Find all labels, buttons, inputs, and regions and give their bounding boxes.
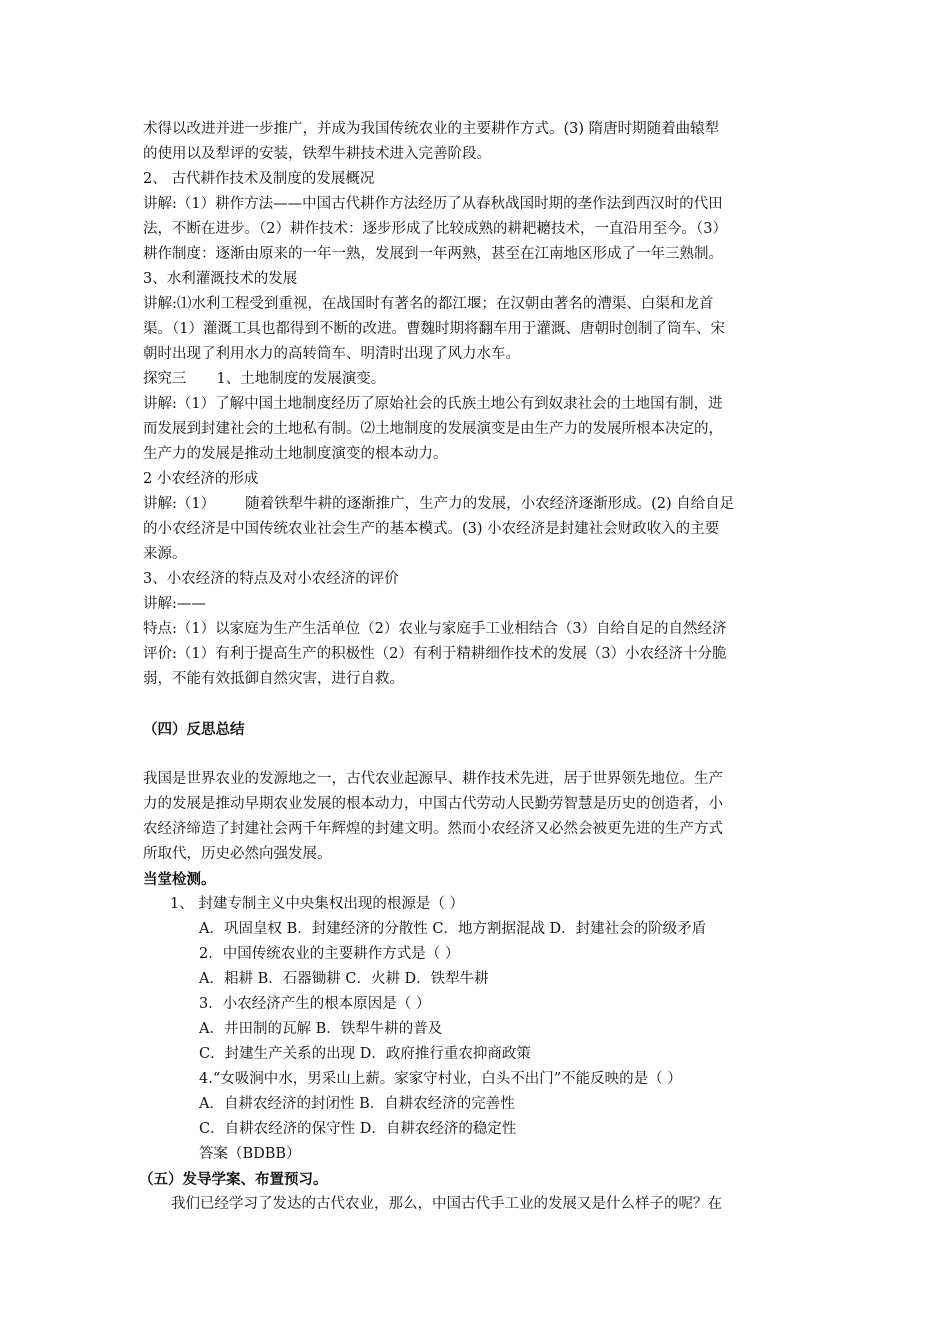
text-line bbox=[143, 492, 808, 517]
text-line: 讲解:（1）了解中国土地制度经历了原始社会的氏族土地公有到奴隶社会的土地国有制，进 bbox=[143, 396, 723, 412]
question-3: 3．小农经济产生的根本原因是（ ） bbox=[199, 996, 431, 1012]
text-line: 术得以改进并进一步推广，并成为我国传统农业的主要耕作方式。(3) 隋唐时期随着曲辕犁 bbox=[143, 121, 720, 137]
question-2: 2．中国传统农业的主要耕作方式是（ ） bbox=[199, 946, 460, 962]
question-3-options: C．封建生产关系的出现 D．政府推行重农抑商政策 bbox=[199, 1046, 531, 1062]
question-4-options: C．自耕农经济的保守性 D．自耕农经济的稳定性 bbox=[199, 1121, 517, 1137]
text-line: 的小农经济是中国传统农业社会生产的基本模式。(3) 小农经济是封建社会财政收入的主要 bbox=[143, 521, 720, 537]
text-line: 评价:（1）有利于提高生产的积极性（2）有利于精耕细作技术的发展（3）小农经济十分脆 bbox=[143, 646, 727, 662]
text-line: 朝时出现了利用水力的高转筒车、明清时出现了风力水车。 bbox=[143, 346, 520, 362]
text-line: 我们已经学习了发达的古代农业，那么，中国古代手工业的发展又是什么样子的呢？在 bbox=[171, 1196, 722, 1212]
text-line: 来源。 bbox=[143, 546, 187, 562]
question-1-options: A．巩固皇权 B．封建经济的分散性 C．地方割据混战 D．封建社会的阶级矛盾 bbox=[199, 921, 707, 937]
text-line: 特点:（1）以家庭为生产生活单位（2）农业与家庭手工业相结合（3）自给自足的自然经济 bbox=[143, 621, 727, 637]
section-heading: 3、水利灌溉技术的发展 bbox=[143, 271, 298, 287]
text-line: 而发展到封建社会的土地私有制。⑵土地制度的发展演变是由生产力的发展所根本决定的， bbox=[143, 421, 723, 437]
question-4: 4.“女吸涧中水，男采山上薪。家家守村业，白头不出门”不能反映的是（ ） bbox=[199, 1071, 682, 1087]
section-heading-assignment: （五）发导学案、布置预习。 bbox=[139, 1171, 328, 1188]
test-title: 当堂检测。 bbox=[143, 871, 216, 888]
text-line: 讲解:⑴水利工程受到重视，在战国时有著名的都江堰；在汉朝由著名的漕渠、白渠和龙首 bbox=[143, 296, 714, 312]
summary-line: 力的发展是推动早期农业发展的根本动力，中国古代劳动人民勤劳智慧是历史的创造者，小 bbox=[143, 796, 723, 812]
explore-label: 探究三 bbox=[143, 371, 187, 387]
section-heading bbox=[143, 367, 808, 392]
section-heading: 2、 古代耕作技术及制度的发展概况 bbox=[143, 171, 375, 187]
section-heading: 2 小农经济的形成 bbox=[143, 471, 259, 487]
text-line: 弱，不能有效抵御自然灾害，进行自救。 bbox=[143, 671, 404, 687]
question-3-options: A．井田制的瓦解 B．铁犁牛耕的普及 bbox=[199, 1021, 443, 1037]
section-heading-reflection: （四）反思总结 bbox=[143, 721, 245, 738]
explain-label: 讲解:（1） bbox=[143, 496, 216, 512]
section-heading: 3、小农经济的特点及对小农经济的评价 bbox=[143, 571, 399, 587]
question-4-options: A．自耕农经济的封闭性 B．自耕农经济的完善性 bbox=[199, 1096, 515, 1112]
text-line: 讲解:—— bbox=[143, 596, 206, 612]
document-body bbox=[139, 117, 808, 1217]
explore-title: 1、土地制度的发展演变。 bbox=[216, 371, 386, 387]
answer-key: 答案（BDBB） bbox=[199, 1146, 301, 1162]
question-2-options: A．耜耕 B．石器锄耕 C．火耕 D．铁犁牛耕 bbox=[199, 971, 489, 987]
summary-line: 我国是世界农业的发源地之一，古代农业起源早、耕作技术先进，居于世界领先地位。生产 bbox=[143, 771, 723, 787]
question-1: 1、 封建专制主义中央集权出现的根源是（ ） bbox=[170, 896, 464, 912]
text-line: 的使用以及犁评的安装，铁犁牛耕技术进入完善阶段。 bbox=[143, 146, 491, 162]
text-line: 耕作制度：逐渐由原来的一年一熟，发展到一年两熟，甚至在江南地区形成了一年三熟制。 bbox=[143, 246, 723, 262]
text-line: 讲解:（1）耕作方法——中国古代耕作方法经历了从春秋战国时期的垄作法到西汉时的代田 bbox=[143, 196, 723, 212]
text-line: 生产力的发展是推动土地制度演变的根本动力。 bbox=[143, 446, 448, 462]
text-line: 法，不断在进步。（2）耕作技术：逐步形成了比较成熟的耕耙耱技术，一直沿用至今。（3） bbox=[143, 221, 727, 237]
text-line: 渠。（1）灌溉工具也都得到不断的改进。曹魏时期将翻车用于灌溉、唐朝时创制了筒车、宋 bbox=[143, 321, 725, 337]
summary-line: 所取代，历史必然向强发展。 bbox=[143, 846, 332, 862]
summary-line: 农经济缔造了封建社会两千年辉煌的封建文明。然而小农经济又必然会被更先进的生产方式 bbox=[143, 821, 723, 837]
explain-text: 随着铁犁牛耕的逐渐推广，生产力的发展，小农经济逐渐形成。(2) 自给自足 bbox=[245, 496, 735, 512]
